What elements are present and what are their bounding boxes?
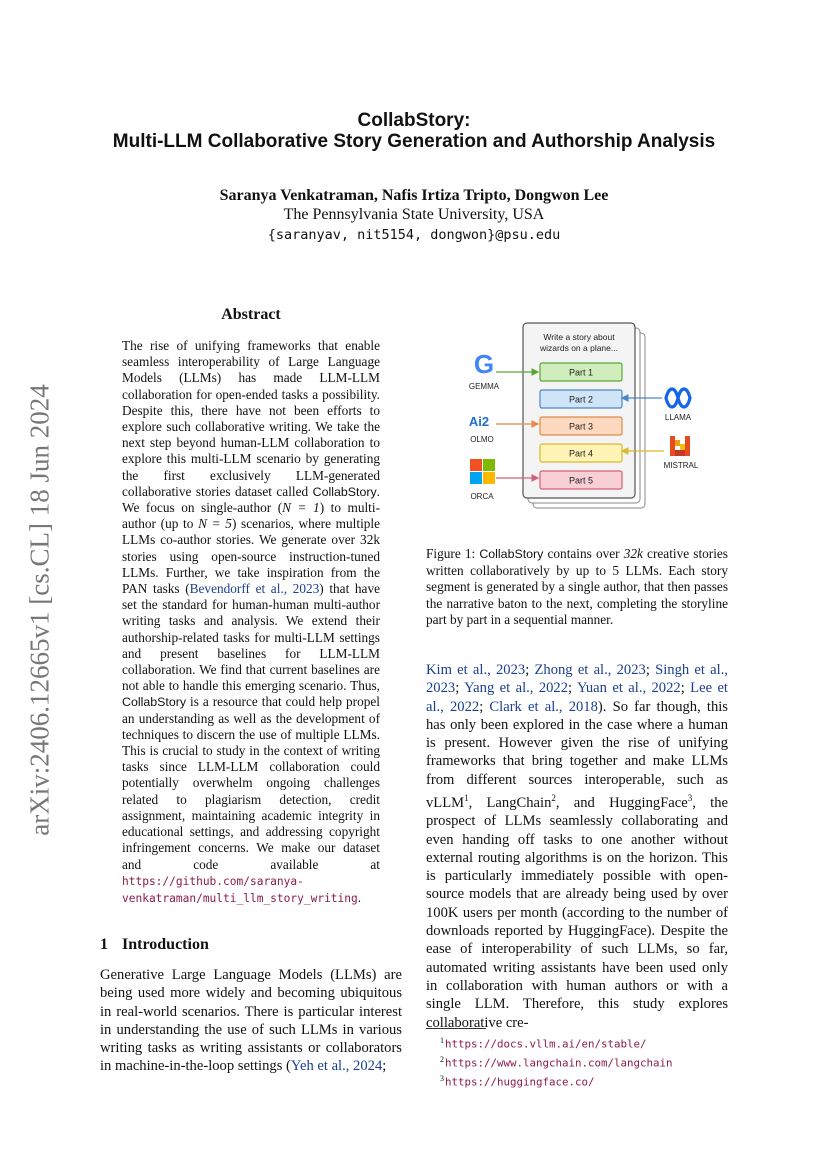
dataset-name: CollabStory: [479, 547, 544, 561]
citation-link[interactable]: Zhong et al., 2023: [534, 662, 646, 678]
footnote-link[interactable]: https://docs.vllm.ai/en/stable/: [445, 1037, 647, 1051]
author-list: Saranya Venkatraman, Nafis Irtiza Tripto, Dongwon Lee: [219, 187, 609, 204]
introduction-body: Generative Large Language Models (LLMs) are being used more widely and becoming ubiquitous in real-world scenarios. There is particular interest in understanding the use of such LLMs in various writing tasks as writing assistants or collaborators in machine-in-the-loop settings (Yeh et al., 2024;: [100, 967, 402, 1075]
microsoft-logo-icon: [470, 459, 495, 484]
citation-group: Kim et al., 2023; Zhong et al., 2023; Singh et al., 2023; Yang et al., 2022; Yuan et al., 2022; Lee et al., 2022; Clark et al., 2018): [426, 662, 729, 715]
model-label-gemma: GEMMA: [468, 382, 500, 391]
footnote-2: $^2$https://www.langchain.com/langchain: [440, 1055, 673, 1070]
citation-link[interactable]: Yuan et al., 2022: [576, 680, 681, 697]
figure-1-caption: Figure 1: CollabStory contains over 32k creative stories written collaboratively by up to 5 LLMs. Each story segment is generated by a single author, that then passes the narrative baton to the next, completing the storyline part by part in a sequential manner.: [426, 546, 728, 627]
paper-title-line2: Multi-LLM Collaborative Story Generation and Authorship Analysis: [112, 131, 716, 152]
story-part-label: Part 1: [568, 367, 594, 378]
citation-link[interactable]: Kim et al., 2023: [426, 662, 526, 678]
citation-link[interactable]: Clark et al., 2018: [489, 698, 598, 715]
story-part-label: Part 3: [568, 421, 594, 432]
citation-link[interactable]: Lee et al., 2022: [426, 680, 728, 715]
abstract-heading: Abstract: [221, 306, 281, 323]
footnote-link[interactable]: https://www.langchain.com/langchain: [445, 1056, 673, 1070]
footnotes: [440, 1033, 730, 1090]
abstract-body: The rise of unifying frameworks that enable seamless interoperability of Large Language Models (LLMs) has made LLM-LLM collaboration for open-ended tasks a possibility. Despite this, there have not been efforts to explore such collaborative writing. We take the next step beyond human-LLM collaboration to explore this multi-LLM scenario by generating the first exclusively LLM-generated collaborative stories dataset called CollabStory. We focus on single-author (N = 1) to multi-author (up to N = 5) scenarios, where multiple LLMs co-author stories. We generate over 32k stories using open-source instruction-tuned LLMs. Further, we take inspiration from the PAN tasks (Bevendorff et al., 2023) that have set the standard for human-human multi-author writing tasks and analysis. We extend their authorship-related tasks for multi-LLM settings and present baselines for LLM-LLM collaboration. We find that current baselines are not able to handle this emerging scenario. Thus, CollabStory is a resource that could help propel an understanding as well as the development of techniques to discern the use of multiple LLMs. This is crucial to study in the context of writing tasks since LLM-LLM collaboration could potentially overwhelm ongoing challenges related to plagiarism detection, credit assignment, maintaining academic integrity in educational settings, and addressing copyright infringement concerns. We make our dataset and code available at https://github.com/saranya-venkatraman/multi_llm_story_writing.: [122, 338, 381, 905]
ai2-logo-icon: Ai2: [468, 414, 490, 429]
mistral-logo-icon: [670, 436, 690, 456]
footnote-link[interactable]: https://huggingface.co/: [445, 1075, 595, 1089]
prompt-line2: wizards on a plane...: [540, 343, 618, 353]
svg-text:G: G: [473, 349, 495, 379]
affiliation: The Pennsylvania State University, USA: [283, 206, 545, 223]
citation-link[interactable]: Yang et al., 2022: [464, 680, 569, 697]
story-part-label: Part 5: [568, 475, 594, 486]
citation-link[interactable]: Singh et al., 2023: [426, 662, 729, 697]
arxiv-id: arXiv:2406.12665v1 [cs.CL] 18 Jun 2024: [24, 384, 55, 836]
github-link[interactable]: https://github.com/saranya-venkatraman/multi_llm_story_writing: [122, 874, 358, 905]
right-column-body: Kim et al., 2023; Zhong et al., 2023; Singh et al., 2023; Yang et al., 2022; Yuan et al., 2022; Lee et al., 2022; Clark et al., 2018). So far though, this has only been explored in the case where a human is present. However given the rise of unifying frameworks that bring together and make LLMs from different sources interoperable, such as vLLM$^1$, LangChain$^2$, and HuggingFace$^3$, the prospect of LLMs seamlessly collaborating and even handing off tasks to one another without external routing algorithms is on the horizon. This is particularly immediately possible with open-source models that are already being used by over 100K users per month (according to the number of downloads reported by HuggingFace). Despite the ease of interoperability of such LLMs, so far, automated writing assistants have been used only in collaboration with human authors or with a single LLM. Therefore, this study explores collaborative cre-: [426, 662, 729, 1031]
footnote-3: $^3$https://huggingface.co/: [440, 1074, 595, 1089]
paper-title-line1: CollabStory:: [357, 110, 471, 131]
model-label-olmo: OLMO: [470, 435, 494, 444]
meta-logo-icon: [666, 389, 690, 407]
google-logo-icon: [474, 349, 494, 379]
citation-link[interactable]: Bevendorff et al., 2023: [189, 581, 320, 597]
figure-1-diagram: [426, 320, 728, 520]
author-email: {saranyav, nit5154, dongwon}@psu.edu: [267, 227, 561, 243]
model-label-orca: ORCA: [470, 492, 494, 501]
footnote-1: $^1$https://docs.vllm.ai/en/stable/: [440, 1036, 647, 1051]
story-part-label: Part 2: [568, 394, 594, 405]
arxiv-watermark: [22, 370, 58, 850]
citation-link[interactable]: Yeh et al., 2024: [290, 1058, 383, 1075]
prompt-line1: Write a story about: [543, 332, 615, 342]
dataset-name: CollabStory: [312, 484, 377, 499]
model-label-mistral: MISTRAL: [663, 461, 699, 470]
story-part-label: Part 4: [568, 448, 594, 459]
dataset-name: CollabStory: [122, 695, 187, 710]
section-heading-introduction: 1 Introduction: [100, 936, 209, 953]
model-label-llama: LLAMA: [664, 413, 692, 422]
footnote-rule: [426, 1028, 486, 1029]
